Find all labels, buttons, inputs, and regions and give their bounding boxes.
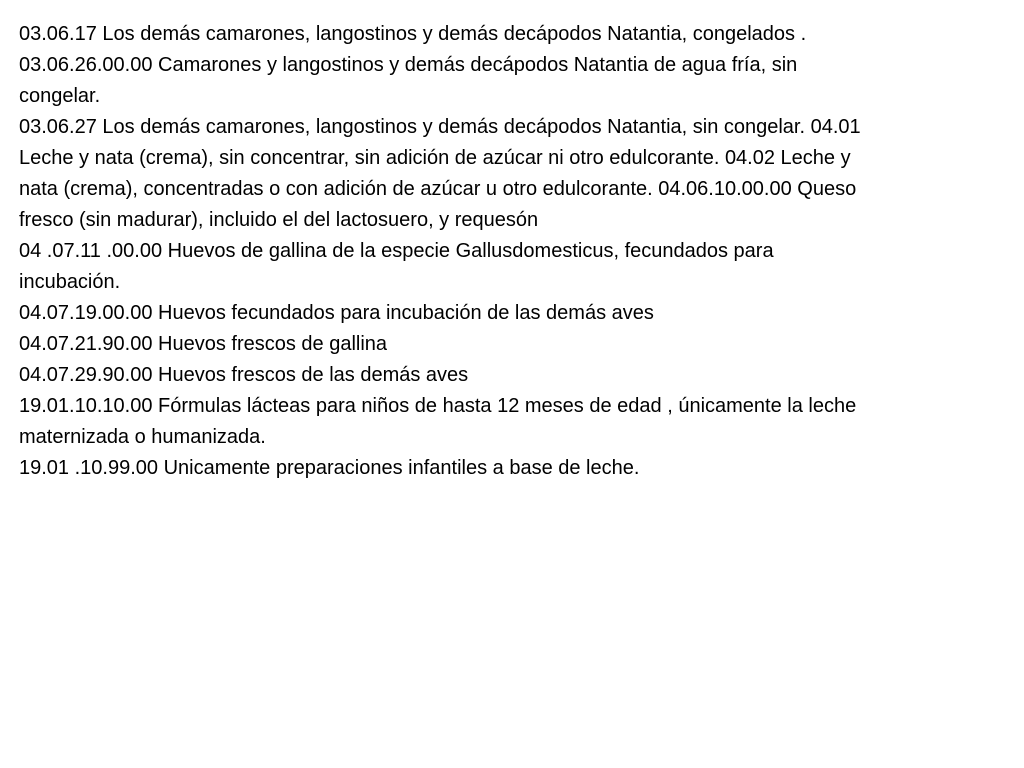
text-line: 04 .07.11 .00.00 Huevos de gallina de la especie Gallusdomesticus, fecundados para (19, 240, 774, 262)
text-line: 04.07.29.90.00 Huevos frescos de las demás aves (19, 364, 469, 386)
text-line: nata (crema), concentradas o con adición de azúcar u otro edulcorante. 04.06.10.00.00 Queso (19, 178, 857, 200)
text-line: fresco (sin madurar), incluido el del lactosuero, y requesón (19, 209, 539, 231)
text-line: 04.07.21.90.00 Huevos frescos de gallina (19, 333, 388, 355)
text-line: 04.07.19.00.00 Huevos fecundados para incubación de las demás aves (19, 302, 654, 324)
text-line: maternizada o humanizada. (19, 426, 266, 448)
tariff-list-text (19, 19, 1009, 484)
text-line: congelar. (19, 85, 101, 107)
text-line: 19.01 .10.99.00 Unicamente preparaciones infantiles a base de leche. (19, 457, 640, 479)
text-line: Leche y nata (crema), sin concentrar, sin adición de azúcar ni otro edulcorante. 04.02 Leche y (19, 147, 851, 169)
text-line: 19.01.10.10.00 Fórmulas lácteas para niños de hasta 12 meses de edad , únicamente la leche (19, 395, 857, 417)
text-line: 03.06.17 Los demás camarones, langostinos y demás decápodos Natantia, congelados . (19, 23, 807, 45)
text-line: 03.06.27 Los demás camarones, langostinos y demás decápodos Natantia, sin congelar. 04.01 (19, 116, 861, 138)
text-line: 03.06.26.00.00 Camarones y langostinos y demás decápodos Natantia de agua fría, sin (19, 54, 798, 76)
text-line: incubación. (19, 271, 121, 293)
